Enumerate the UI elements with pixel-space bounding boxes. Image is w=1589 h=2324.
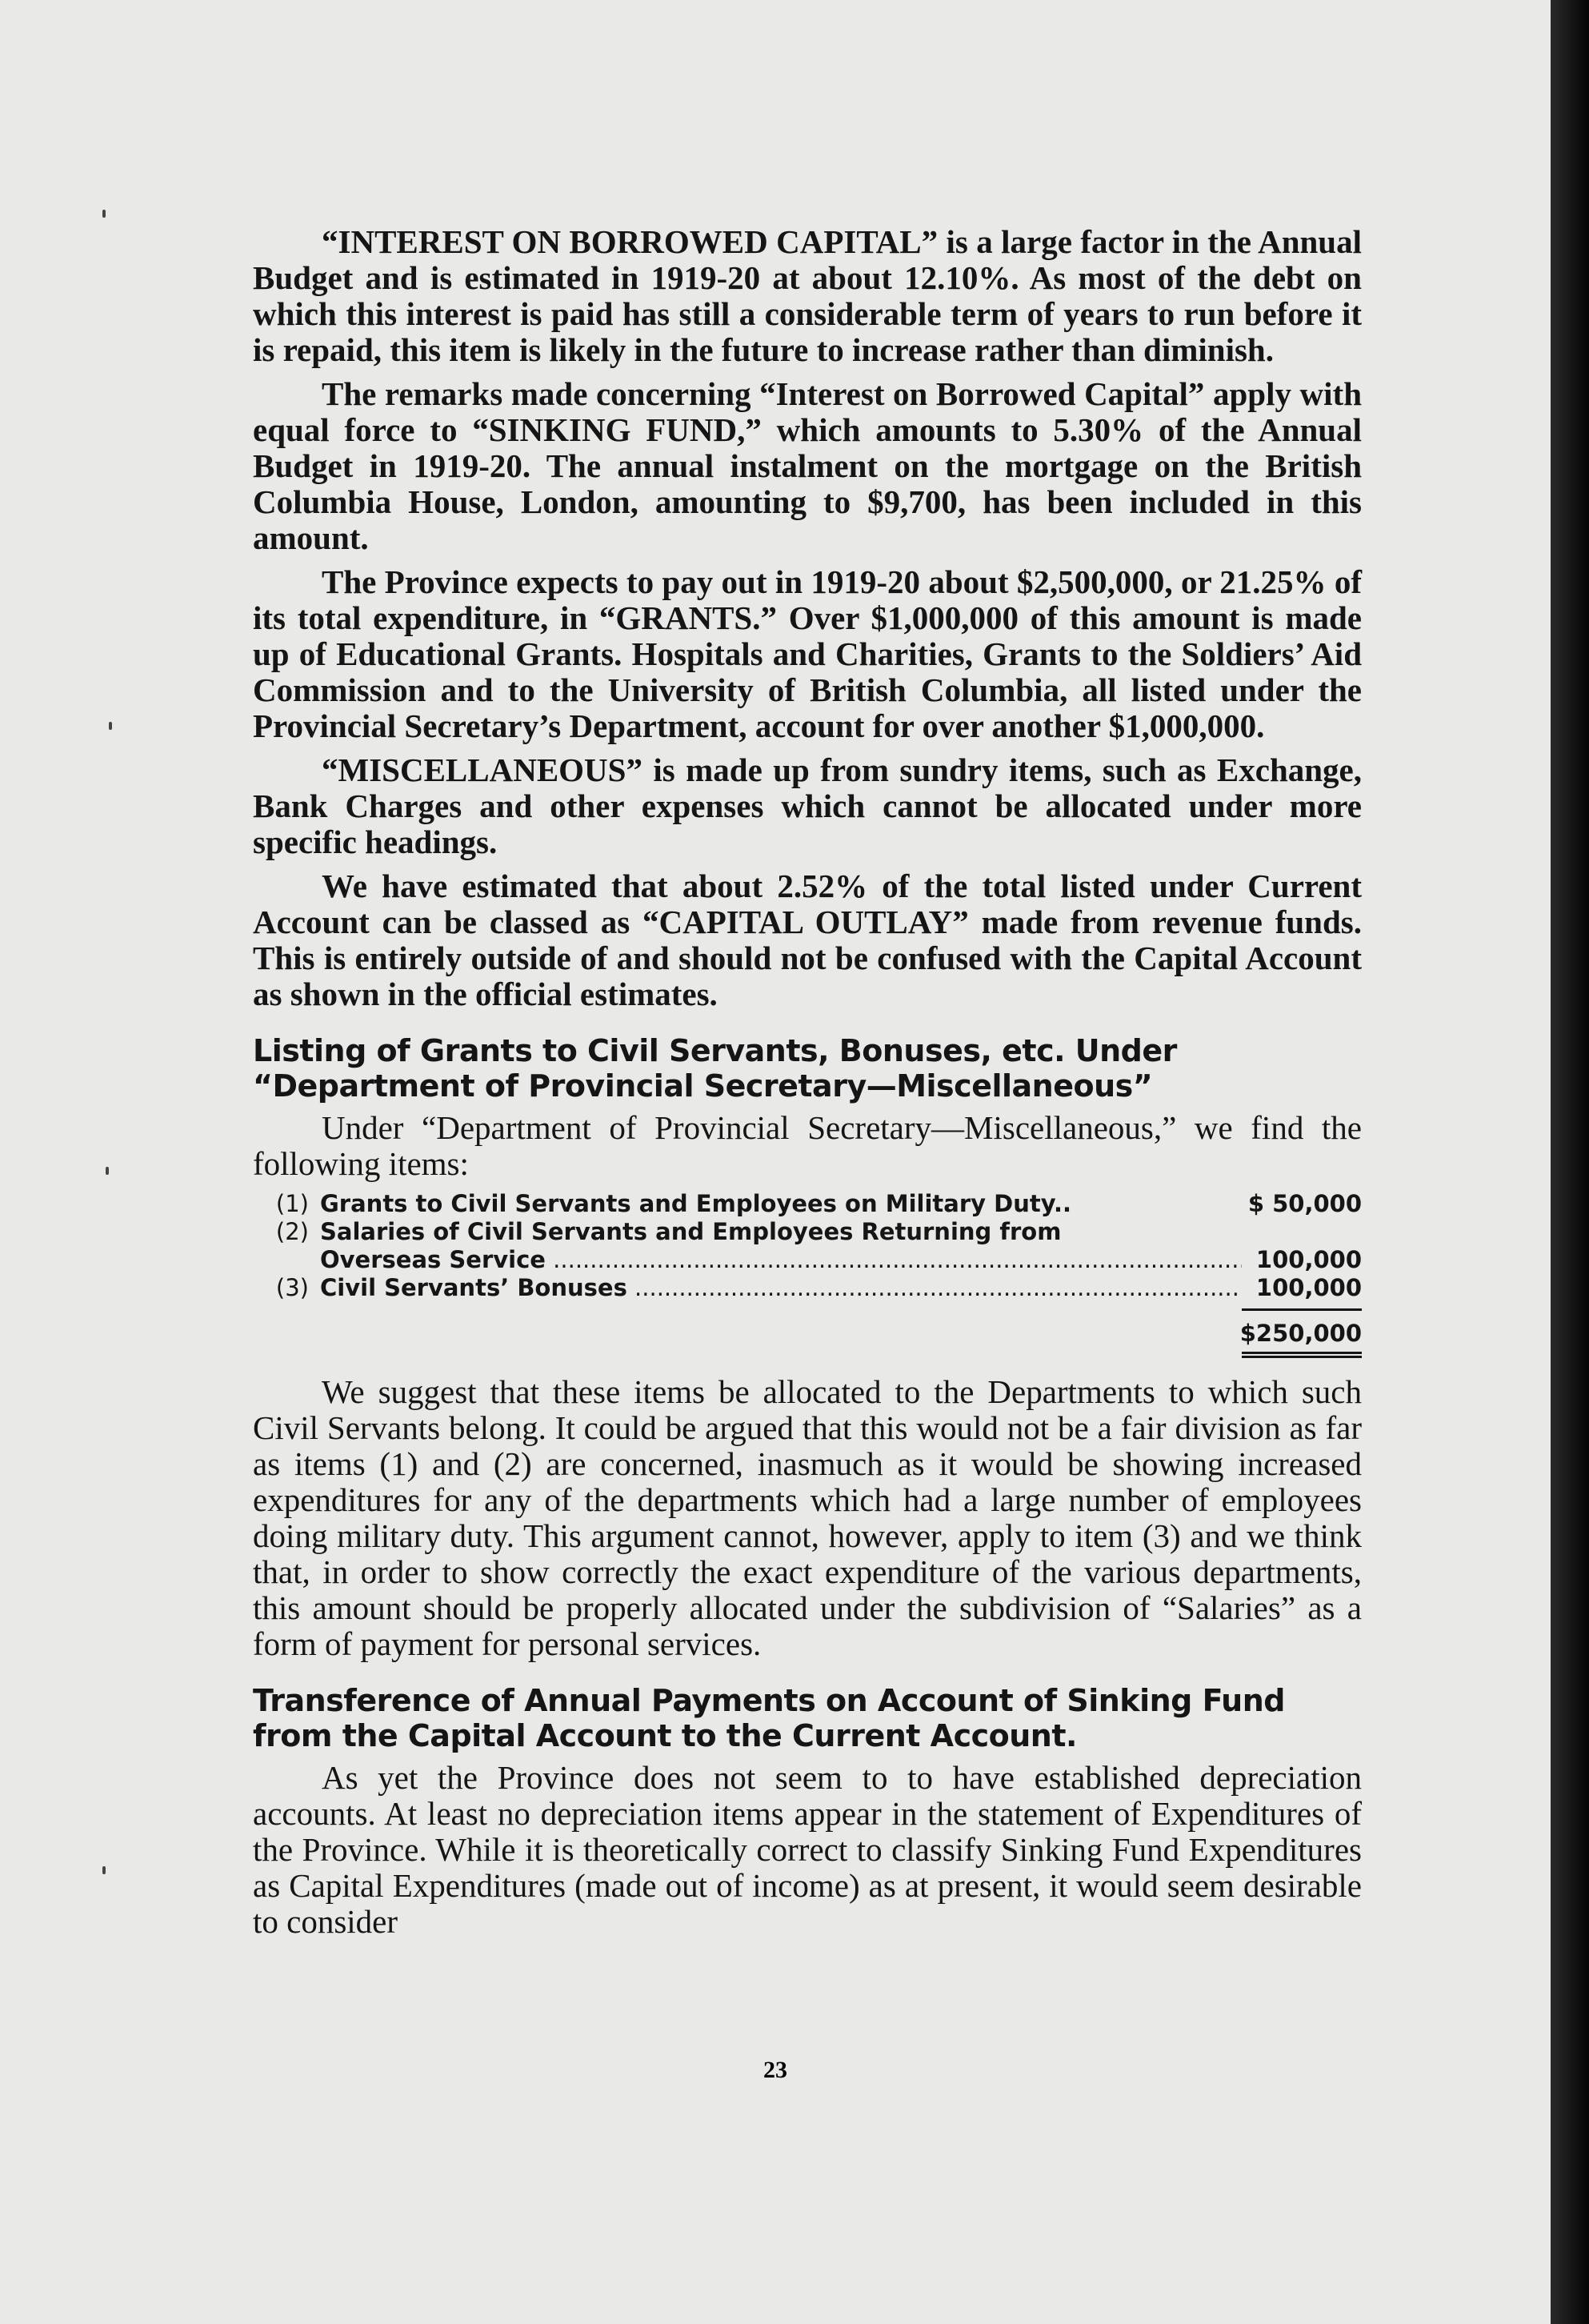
- item-number: (3): [275, 1274, 309, 1301]
- total-rule: [1242, 1308, 1362, 1311]
- item-text: Salaries of Civil Servants and Employees Returning from: [320, 1218, 1062, 1245]
- item-amount: 100,000: [1255, 1274, 1362, 1301]
- list-item: [253, 1190, 1362, 1218]
- section-heading-grants: Listing of Grants to Civil Servants, Bonuses, etc. Under “Department of Provincial Secretary—Miscellaneous”: [253, 1033, 1177, 1104]
- total-amount: $250,000: [1239, 1320, 1362, 1347]
- paragraph-sinking-fund: The remarks made concerning “Interest on Borrowed Capital” apply with equal force to “SINKING FUND,” which amounts to 5.30% of the Annual Budget in 1919-20. The annual instalment on the mortgage on the British Columbia House, London, amounting to $9,700, has been included in this amount.: [253, 375, 1362, 556]
- item-number: (1): [275, 1190, 309, 1217]
- page-content: [253, 224, 1362, 1948]
- double-rule: [1242, 1352, 1362, 1358]
- item-text: Grants to Civil Servants and Employees on Military Duty..: [320, 1190, 1071, 1217]
- total-block: [253, 1302, 1362, 1374]
- paragraph-miscellaneous: “MISCELLANEOUS” is made up from sundry items, such as Exchange, Bank Charges and other expenses which cannot be allocated under more specific headings.: [253, 751, 1362, 860]
- list-item: [253, 1274, 1362, 1302]
- paragraph-grants: The Province expects to pay out in 1919-20 about $2,500,000, or 21.25% of its total expenditure, in “GRANTS.” Over $1,000,000 of this amount is made up of Educational Grants. Hospitals and Charities, Grants to the Soldiers’ Aid Commission and to the University of British Columbia, all listed under the Provincial Secretary’s Department, account for over another $1,000,000.: [253, 563, 1362, 744]
- item-number: (2): [275, 1218, 309, 1245]
- item-amount: 100,000: [1255, 1246, 1362, 1273]
- margin-mark: [102, 1866, 106, 1874]
- page-edge-shadow: [1551, 0, 1589, 2324]
- item-text: Civil Servants’ Bonuses .....: [320, 1274, 1242, 1302]
- list-item: [253, 1218, 1362, 1246]
- paragraph-suggestion: We suggest that these items be allocated to the Departments to which such Civil Servants belong. It could be argued that this would not be a fair division as far as items (1) and (2) are concerned, inasmuch as it would be showing increased expenditures for any of the departments which had a large number of employees doing military duty. This argument cannot, however, apply to item (3) and we think that, in order to show correctly the exact expenditure of the various departments, this amount should be properly allocated under the subdivision of “Salaries” as a form of payment for personal services.: [253, 1373, 1362, 1662]
- margin-mark: [109, 722, 112, 730]
- section-heading-sinking-fund: Transference of Annual Payments on Account of Sinking Fund from the Capital Account to the Current Account.: [253, 1683, 1285, 1753]
- item-amount: $ 50,000: [1247, 1190, 1362, 1217]
- list-item-continuation: [253, 1246, 1362, 1274]
- paragraph-intro: Under “Department of Provincial Secretary—Miscellaneous,” we find the following items:: [253, 1109, 1362, 1182]
- margin-mark: [102, 210, 106, 218]
- page-number: 23: [763, 2057, 787, 2083]
- paragraph-capital-outlay: We have estimated that about 2.52% of the total listed under Current Account can be classed as “CAPITAL OUTLAY” made from revenue funds. This is entirely outside of and should not be confused with the Capital Account as shown in the official estimates.: [253, 867, 1362, 1012]
- paragraph-depreciation: As yet the Province does not seem to to have established depreciation accounts. At least no depreciation items appear in the statement of Expenditures of the Province. While it is theoretically correct to classify Sinking Fund Expenditures as Capital Expenditures (made out of income) as at present, it would seem desirable to consider: [253, 1759, 1362, 1940]
- paragraph-interest: “INTEREST ON BORROWED CAPITAL” is a large factor in the Annual Budget and is estimated in 1919-20 at about 12.10%. As most of the debt on which this interest is paid has still a considerable term of years to run before it is repaid, this item is likely in the future to increase rather than diminish.: [253, 223, 1362, 368]
- items-list: [253, 1190, 1362, 1302]
- item-text: Overseas Service .....: [320, 1246, 1242, 1274]
- margin-mark: [106, 1167, 109, 1175]
